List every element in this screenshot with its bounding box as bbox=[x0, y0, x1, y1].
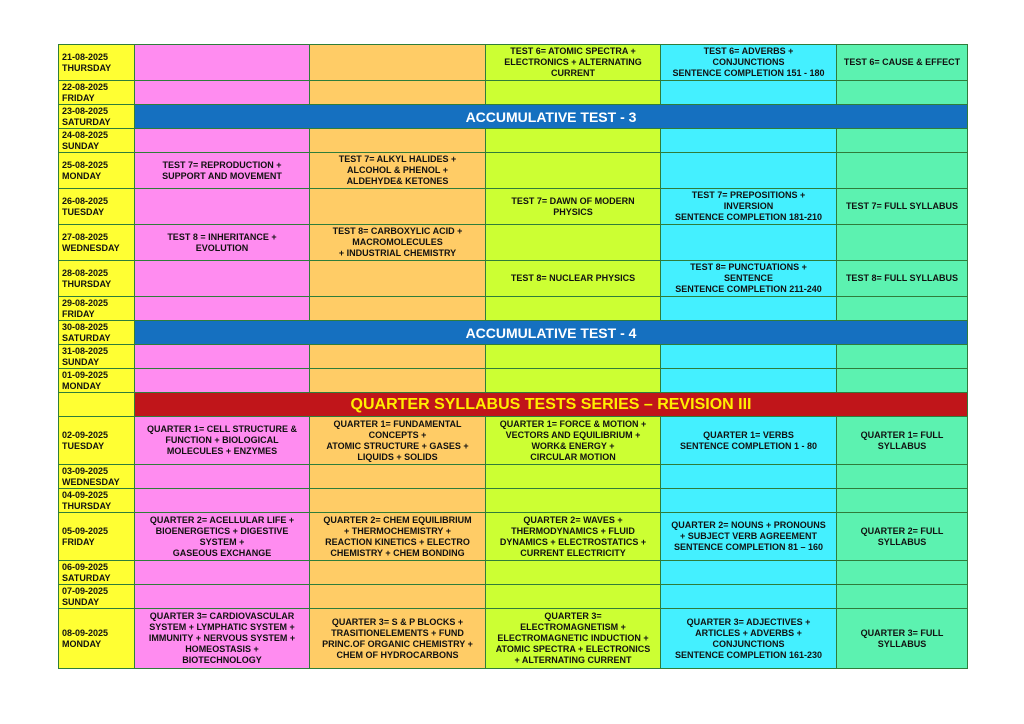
test-topic-line: TEST 7= PREPOSITIONS + bbox=[691, 190, 806, 200]
weekday-text: FRIDAY bbox=[62, 536, 95, 547]
english-cell bbox=[661, 297, 837, 321]
logical-cell bbox=[837, 489, 968, 513]
test-topic-line: TEST 7= ALKYL HALIDES + bbox=[338, 154, 457, 164]
test-topic-line: TEST 7= FULL SYLLABUS bbox=[845, 201, 959, 211]
test-topic-line: QUARTER 1= FUNDAMENTAL bbox=[333, 418, 462, 429]
chemistry-cell bbox=[310, 45, 486, 81]
test-topic-line: TEST 7= REPRODUCTION + bbox=[162, 159, 282, 170]
test-topic-line: ATOMIC SPECTRA + ELECTRONICS bbox=[495, 644, 651, 654]
english-cell bbox=[661, 465, 837, 489]
test-topic-line: MACROMOLECULES bbox=[352, 237, 443, 247]
date-cell bbox=[59, 369, 135, 393]
date-cell bbox=[59, 261, 135, 297]
test-topic-line: QUARTER 3= bbox=[544, 611, 602, 621]
test-topic-line: SENTENCE COMPLETION 211-240 bbox=[675, 284, 822, 294]
test-topic-line: ALDEHYDE& KETONES bbox=[346, 176, 449, 186]
test-topic-line: TEST 6= ATOMIC SPECTRA + bbox=[510, 46, 636, 56]
accumulative-test-banner: ACCUMULATIVE TEST - 4 bbox=[135, 321, 968, 345]
english-cell bbox=[661, 129, 837, 153]
english-cell bbox=[661, 225, 837, 261]
biology-cell bbox=[135, 345, 310, 369]
test-topic-line: MOLECULES + ENZYMES bbox=[166, 446, 278, 456]
chemistry-cell bbox=[310, 153, 486, 189]
biology-cell bbox=[135, 81, 310, 105]
physics-cell bbox=[486, 261, 661, 297]
test-topic-line: TEST 8= CARBOXYLIC ACID + bbox=[332, 226, 463, 236]
date-cell bbox=[59, 561, 135, 585]
test-topic-line: SYLLABUS bbox=[877, 638, 927, 649]
banner-row bbox=[59, 105, 968, 129]
test-topic-line: QUARTER 3= CARDIOVASCULAR bbox=[149, 611, 295, 621]
test-topic-line: VECTORS AND EQUILIBRIUM + bbox=[505, 429, 641, 440]
test-topic-line: QUARTER 3= ADJECTIVES + bbox=[686, 616, 811, 627]
biology-cell bbox=[135, 585, 310, 609]
date-cell bbox=[59, 345, 135, 369]
date-text: 06-09-2025 bbox=[62, 561, 109, 572]
english-cell bbox=[661, 417, 837, 465]
date-text: 08-09-2025 bbox=[62, 627, 109, 638]
test-topic-line: CONJUNCTIONS bbox=[712, 57, 785, 67]
date-text: 28-08-2025 bbox=[62, 267, 109, 278]
test-topic-line: HOMEOSTASIS + bbox=[185, 644, 259, 654]
date-cell bbox=[59, 321, 135, 345]
chemistry-cell bbox=[310, 609, 486, 669]
test-topic-line: QUARTER 1= FORCE & MOTION + bbox=[499, 418, 647, 429]
test-topic-line: + ALTERNATING CURRENT bbox=[514, 655, 632, 665]
test-topic-line: CONJUNCTIONS bbox=[712, 638, 785, 649]
biology-cell bbox=[135, 465, 310, 489]
date-cell bbox=[59, 465, 135, 489]
chemistry-cell bbox=[310, 465, 486, 489]
test-topic-line: TEST 6= ADVERBS + bbox=[703, 46, 794, 56]
date-text: 25-08-2025 bbox=[62, 159, 109, 170]
weekday-text: MONDAY bbox=[62, 638, 102, 649]
english-cell bbox=[661, 513, 837, 561]
date-text: 30-08-2025 bbox=[62, 321, 109, 332]
english-cell bbox=[661, 345, 837, 369]
test-topic-line: SENTENCE bbox=[723, 273, 773, 283]
test-topic-line: TEST 6= CAUSE & EFFECT bbox=[843, 57, 961, 67]
weekday-text: THURSDAY bbox=[62, 500, 112, 511]
schedule-row bbox=[59, 513, 968, 561]
weekday-text: WEDNESDAY bbox=[62, 242, 120, 253]
date-text: 05-09-2025 bbox=[62, 525, 109, 536]
date-text: 21-08-2025 bbox=[62, 51, 109, 62]
schedule-row bbox=[59, 153, 968, 189]
biology-cell bbox=[135, 489, 310, 513]
test-topic-line: SYLLABUS bbox=[877, 536, 927, 547]
test-topic-line: ARTICLES + ADVERBS + bbox=[695, 627, 802, 638]
test-topic-line: SENTENCE COMPLETION 1 - 80 bbox=[679, 440, 818, 451]
test-topic-line: CURRENT bbox=[551, 68, 595, 78]
weekday-text: WEDNESDAY bbox=[62, 476, 120, 487]
test-topic-line: IMMUNITY + NERVOUS SYSTEM + bbox=[148, 633, 296, 643]
date-cell bbox=[59, 585, 135, 609]
chemistry-cell bbox=[310, 345, 486, 369]
date-text: 29-08-2025 bbox=[62, 297, 109, 308]
physics-cell bbox=[486, 417, 661, 465]
weekday-text: SATURDAY bbox=[62, 572, 111, 583]
chemistry-cell bbox=[310, 513, 486, 561]
english-cell bbox=[661, 585, 837, 609]
physics-cell bbox=[486, 345, 661, 369]
weekday-text: SUNDAY bbox=[62, 596, 100, 607]
logical-cell bbox=[837, 225, 968, 261]
weekday-text: TUESDAY bbox=[62, 206, 105, 217]
chemistry-cell bbox=[310, 129, 486, 153]
physics-cell bbox=[486, 561, 661, 585]
test-topic-line: WORK& ENERGY + bbox=[531, 440, 615, 451]
biology-cell bbox=[135, 369, 310, 393]
weekday-text: TUESDAY bbox=[62, 440, 105, 451]
logical-cell bbox=[837, 345, 968, 369]
biology-cell bbox=[135, 225, 310, 261]
physics-cell bbox=[486, 297, 661, 321]
logical-cell bbox=[837, 189, 968, 225]
schedule-table bbox=[58, 44, 968, 669]
test-topic-line: CHEMISTRY + CHEM BONDING bbox=[330, 547, 465, 558]
test-topic-line: FUNCTION + BIOLOGICAL bbox=[165, 435, 279, 445]
date-cell bbox=[59, 189, 135, 225]
test-topic-line: CURRENT ELECTRICITY bbox=[520, 547, 626, 558]
logical-cell bbox=[837, 513, 968, 561]
english-cell bbox=[661, 261, 837, 297]
date-cell bbox=[59, 45, 135, 81]
chemistry-cell bbox=[310, 489, 486, 513]
test-topic-line: SENTENCE COMPLETION 181-210 bbox=[674, 212, 823, 222]
physics-cell bbox=[486, 129, 661, 153]
date-cell bbox=[59, 489, 135, 513]
date-cell bbox=[59, 393, 135, 417]
date-text: 23-08-2025 bbox=[62, 105, 109, 116]
quarter-series-banner: QUARTER SYLLABUS TESTS SERIES – REVISION III bbox=[135, 393, 968, 417]
schedule-row bbox=[59, 561, 968, 585]
test-topic-line: ELECTROMAGNETISM + bbox=[520, 622, 626, 632]
weekday-text: FRIDAY bbox=[62, 308, 95, 319]
date-text: 31-08-2025 bbox=[62, 345, 109, 356]
weekday-text: SATURDAY bbox=[62, 332, 111, 343]
logical-cell bbox=[837, 81, 968, 105]
test-topic-line: SYSTEM + bbox=[199, 536, 245, 547]
test-topic-line: QUARTER 2= ACELLULAR LIFE + bbox=[149, 514, 295, 525]
test-topic-line: SENTENCE COMPLETION 81 – 160 bbox=[673, 542, 824, 552]
test-topic-line: TEST 8 = INHERITANCE + bbox=[167, 231, 277, 242]
physics-cell bbox=[486, 153, 661, 189]
date-text: 26-08-2025 bbox=[62, 195, 109, 206]
physics-cell bbox=[486, 585, 661, 609]
test-topic-line: QUARTER 1= CELL STRUCTURE & bbox=[146, 424, 298, 434]
test-topic-line: LIQUIDS + SOLIDS bbox=[357, 451, 438, 462]
physics-cell bbox=[486, 369, 661, 393]
date-cell bbox=[59, 609, 135, 669]
biology-cell bbox=[135, 189, 310, 225]
logical-cell bbox=[837, 465, 968, 489]
biology-cell bbox=[135, 153, 310, 189]
schedule-row bbox=[59, 129, 968, 153]
logical-cell bbox=[837, 585, 968, 609]
physics-cell bbox=[486, 513, 661, 561]
english-cell bbox=[661, 369, 837, 393]
weekday-text: SUNDAY bbox=[62, 140, 100, 151]
chemistry-cell bbox=[310, 261, 486, 297]
logical-cell bbox=[837, 417, 968, 465]
schedule-row bbox=[59, 369, 968, 393]
date-text: 01-09-2025 bbox=[62, 369, 109, 380]
test-topic-line: CONCEPTS + bbox=[368, 429, 427, 440]
test-topic-line: EVOLUTION bbox=[195, 242, 249, 253]
english-cell bbox=[661, 609, 837, 669]
test-topic-line: ELECTRONICS + ALTERNATING bbox=[504, 57, 642, 67]
chemistry-cell bbox=[310, 81, 486, 105]
schedule-row bbox=[59, 345, 968, 369]
test-topic-line: QUARTER 2= FULL bbox=[860, 525, 944, 536]
test-topic-line: PHYSICS bbox=[553, 206, 593, 217]
test-topic-line: TEST 8= PUNCTUATIONS + bbox=[690, 262, 807, 272]
biology-cell bbox=[135, 609, 310, 669]
physics-cell bbox=[486, 465, 661, 489]
english-cell bbox=[661, 489, 837, 513]
test-topic-line: THERMODYNAMICS + FLUID bbox=[511, 525, 635, 536]
logical-cell bbox=[837, 261, 968, 297]
schedule-body bbox=[59, 45, 968, 669]
logical-cell bbox=[837, 153, 968, 189]
physics-cell bbox=[486, 81, 661, 105]
test-topic-line: CHEM OF HYDROCARBONS bbox=[336, 649, 459, 660]
test-topic-line: ATOMIC STRUCTURE + GASES + bbox=[326, 440, 469, 451]
schedule-row bbox=[59, 81, 968, 105]
date-text: 24-08-2025 bbox=[62, 129, 109, 140]
date-cell bbox=[59, 297, 135, 321]
physics-cell bbox=[486, 189, 661, 225]
logical-cell bbox=[837, 561, 968, 585]
accumulative-test-banner: ACCUMULATIVE TEST - 3 bbox=[135, 105, 968, 129]
test-topic-line: PRINC.OF ORGANIC CHEMISTRY + bbox=[322, 638, 473, 649]
biology-cell bbox=[135, 297, 310, 321]
test-topic-line: QUARTER 2= CHEM EQUILIBRIUM bbox=[323, 514, 472, 525]
weekday-text: MONDAY bbox=[62, 170, 102, 181]
english-cell bbox=[661, 81, 837, 105]
test-topic-line: TRASITIONELEMENTS + FUND bbox=[331, 627, 464, 638]
test-topic-line: QUARTER 3= FULL bbox=[860, 627, 944, 638]
schedule-row bbox=[59, 45, 968, 81]
date-text: 22-08-2025 bbox=[62, 81, 109, 92]
test-topic-line: DYNAMICS + ELECTROSTATICS + bbox=[499, 536, 647, 547]
physics-cell bbox=[486, 489, 661, 513]
english-cell bbox=[661, 153, 837, 189]
date-cell bbox=[59, 129, 135, 153]
date-text: 02-09-2025 bbox=[62, 429, 109, 440]
date-cell bbox=[59, 153, 135, 189]
test-topic-line: SYSTEM + LYMPHATIC SYSTEM + bbox=[149, 622, 295, 632]
date-text: 27-08-2025 bbox=[62, 231, 109, 242]
test-topic-line: + SUBJECT VERB AGREEMENT bbox=[680, 531, 817, 541]
schedule-row bbox=[59, 489, 968, 513]
test-topic-line: QUARTER 2= WAVES + bbox=[523, 514, 623, 525]
biology-cell bbox=[135, 129, 310, 153]
schedule-row bbox=[59, 609, 968, 669]
test-topic-line: BIOENERGETICS + DIGESTIVE bbox=[155, 525, 289, 536]
physics-cell bbox=[486, 225, 661, 261]
test-topic-line: ALCOHOL & PHENOL + bbox=[347, 165, 448, 175]
date-cell bbox=[59, 105, 135, 129]
schedule-row bbox=[59, 225, 968, 261]
date-cell bbox=[59, 513, 135, 561]
weekday-text: THURSDAY bbox=[62, 278, 112, 289]
chemistry-cell bbox=[310, 225, 486, 261]
schedule-row bbox=[59, 189, 968, 225]
test-topic-line: + INDUSTRIAL CHEMISTRY bbox=[338, 248, 457, 258]
logical-cell bbox=[837, 609, 968, 669]
weekday-text: THURSDAY bbox=[62, 62, 112, 73]
weekday-text: FRIDAY bbox=[62, 92, 95, 103]
logical-cell bbox=[837, 129, 968, 153]
weekday-text: SATURDAY bbox=[62, 116, 111, 127]
chemistry-cell bbox=[310, 369, 486, 393]
biology-cell bbox=[135, 417, 310, 465]
banner-row bbox=[59, 321, 968, 345]
test-topic-line: TEST 8= NUCLEAR PHYSICS bbox=[510, 273, 636, 283]
chemistry-cell bbox=[310, 585, 486, 609]
date-text: 07-09-2025 bbox=[62, 585, 109, 596]
weekday-text: MONDAY bbox=[62, 380, 102, 391]
date-cell bbox=[59, 417, 135, 465]
test-topic-line: ELECTROMAGNETIC INDUCTION + bbox=[497, 633, 649, 643]
schedule-row bbox=[59, 261, 968, 297]
biology-cell bbox=[135, 561, 310, 585]
schedule-row bbox=[59, 585, 968, 609]
date-text: 04-09-2025 bbox=[62, 489, 109, 500]
english-cell bbox=[661, 561, 837, 585]
date-cell bbox=[59, 81, 135, 105]
test-topic-line: INVERSION bbox=[723, 201, 774, 211]
date-text: 03-09-2025 bbox=[62, 465, 109, 476]
schedule-row bbox=[59, 417, 968, 465]
biology-cell bbox=[135, 513, 310, 561]
test-topic-line: REACTION KINETICS + ELECTRO bbox=[325, 536, 470, 547]
physics-cell bbox=[486, 609, 661, 669]
test-topic-line: + THERMOCHEMISTRY + bbox=[343, 525, 451, 536]
physics-cell bbox=[486, 45, 661, 81]
chemistry-cell bbox=[310, 297, 486, 321]
schedule-row bbox=[59, 297, 968, 321]
test-topic-line: CIRCULAR MOTION bbox=[530, 451, 616, 462]
test-topic-line: SYLLABUS bbox=[877, 440, 927, 451]
english-cell bbox=[661, 45, 837, 81]
logical-cell bbox=[837, 297, 968, 321]
test-topic-line: BIOTECHNOLOGY bbox=[182, 655, 262, 665]
test-topic-line: QUARTER 1= FULL bbox=[860, 429, 944, 440]
weekday-text: SUNDAY bbox=[62, 356, 100, 367]
test-topic-line: TEST 7= DAWN OF MODERN bbox=[511, 195, 635, 206]
chemistry-cell bbox=[310, 561, 486, 585]
schedule-row bbox=[59, 465, 968, 489]
english-cell bbox=[661, 189, 837, 225]
biology-cell bbox=[135, 261, 310, 297]
date-cell bbox=[59, 225, 135, 261]
logical-cell bbox=[837, 45, 968, 81]
chemistry-cell bbox=[310, 417, 486, 465]
test-topic-line: GASEOUS EXCHANGE bbox=[172, 547, 272, 558]
test-topic-line: QUARTER 3= S & P BLOCKS + bbox=[331, 616, 464, 627]
test-topic-line: SENTENCE COMPLETION 161-230 bbox=[674, 649, 823, 660]
logical-cell bbox=[837, 369, 968, 393]
test-topic-line: SUPPORT AND MOVEMENT bbox=[162, 170, 282, 181]
banner-row bbox=[59, 393, 968, 417]
biology-cell bbox=[135, 45, 310, 81]
test-topic-line: QUARTER 1= VERBS bbox=[703, 429, 794, 440]
test-topic-line: QUARTER 2= NOUNS + PRONOUNS bbox=[671, 520, 826, 530]
test-topic-line: SENTENCE COMPLETION 151 - 180 bbox=[672, 68, 825, 78]
chemistry-cell bbox=[310, 189, 486, 225]
test-topic-line: TEST 8= FULL SYLLABUS bbox=[845, 273, 959, 283]
